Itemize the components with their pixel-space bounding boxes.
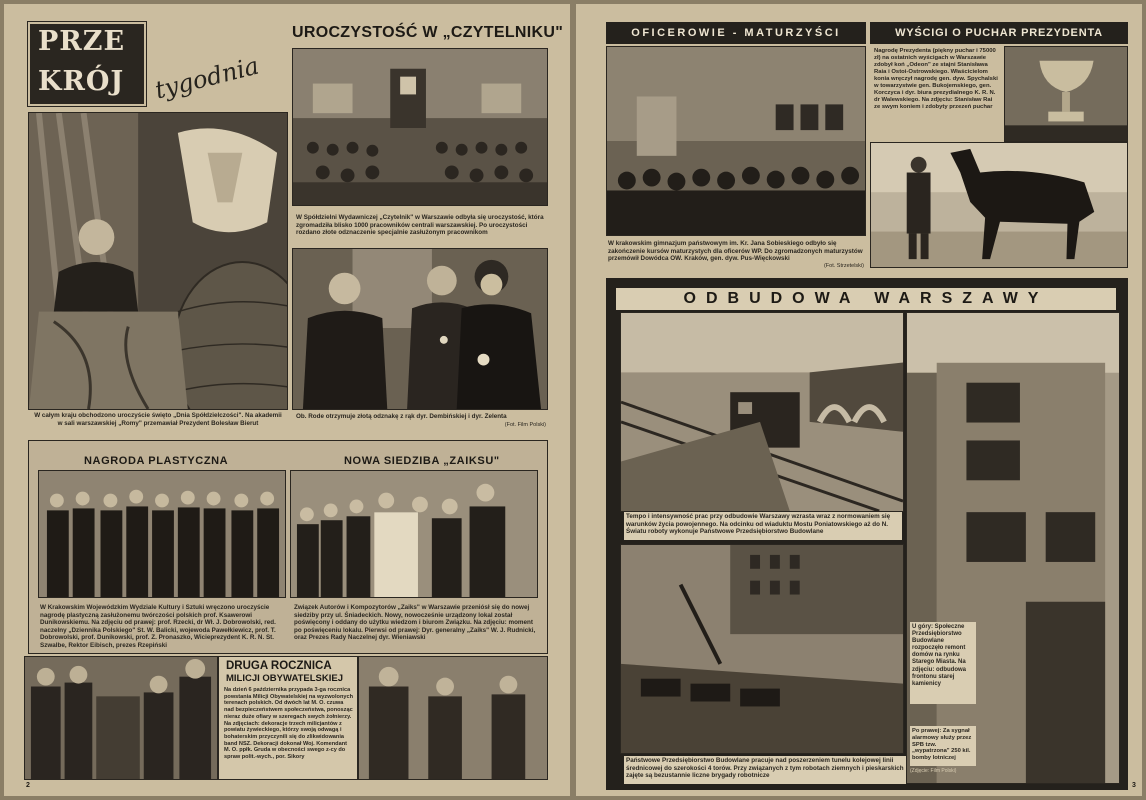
photo-officers [606,46,866,236]
militia-headline-1: DRUGA ROCZNICA [226,660,332,672]
caption-officers: W krakowskim gimnazjum państwowym im. Kr. Jana Sobieskiego odbyło się zakończenie kursów maturzystych dla oficerów WP. Do zgromadzonych maturzystów przemówił Dowódca OW. Kraków, gen. dyw. Pus-Więckowski [608,240,863,263]
photo-award-handover [292,248,548,410]
czytelnik-headline: UROCZYSTOŚĆ W „CZYTELNIKU" [292,24,564,41]
caption-czytelnik-bottom: Ob. Rode otrzymuje złotą odznakę z rąk dyr. Dembińskiej i dyr. Żelenta [296,413,507,420]
logo-line2: KRÓJ [38,66,125,97]
left-page [4,4,570,796]
photo-tunnel-works [620,544,904,754]
photo-zaiks-group [290,470,538,598]
caption-zaiks: Związek Autorów i Kompozytorów „Zaiks" w Warszawie przeniósł się do nowej siedziby przy ul. Śniadeckich. Nowy, nowocześnie urządzony lokal został poświęcony i oddany do użytku wiedzom i biurom Związku. Na zdjęciu: moment po poświęceniu lokalu. Pierwsi od prawej: Dyr. generalny „Zaiks" W. J. Rudnicki, oraz Prezes Rady Naczelnej dyr. Wieniawski [294,604,536,642]
caption-czytelnik-top: W Spółdzielni Wydawniczej „Czytelnik" w Warszawie odbyła się uroczystość, która zgromadziła blisko 1000 pracowników centrali warszawskiej. Po uroczystości rozdano złote odznaczenie specjalnie zasłużonym pracownikom [296,214,544,237]
caption-rail: Tempo i intensywność prac przy odbudowie Warszawy wzrasta wraz z normowaniem się warunków życia powojennego. Na odcinku od wiaduktu Mostu Poniatowskiego aż do N. Światu roboty wykonuje Państwowe Przedsiębiorstwo Budowlane [624,512,902,540]
photo-trophy [1004,46,1128,142]
credit-officers: (Fot. Strzetelski) [823,263,864,269]
caption-tunnel: Państwowe Przedsiębiorstwo Budowlane pracuje nad poszerzeniem tunelu kolejowej linii średnicowej do szerokości 4 torów. Przy związanych z tym robotach ziemnych i pieskarskich zajęte są bezustannie liczne brygady robotnicze [624,756,924,784]
caption-militia: Na dzień 6 października przypada 3-ga rocznica powstania Milicji Obywatelskiej na wyzwolonych terenach polskich. Od dwóch lat M. O. czuwa nad bezpieczeństwem społeczeństwa, ponosząc nieraz duże ofiary w szeregach swych żołnierzy. Na zdjęciach: dekoracje trzech milicjantów z powiatu żywieckiego, którzy swoją odwagą i bohaterskim przyczynili się do zlikwidowania band NSZ. Dekoracji dokonał Woj. Komendant M. O. ppłk. Gruda w obecności swego z-cy do spraw polit.-wych., por. Sikory [224,687,354,761]
warsaw-headline: ODBUDOWA WARSZAWY [683,290,1049,307]
page-number-left: 2 [26,782,30,789]
photo-militia-right [358,656,548,780]
magazine-logo [28,22,146,106]
militia-headline-2: MILICJI OBYWATELSKIEJ [226,673,344,684]
officers-headline: OFICEROWIE - MATURZYŚCI [606,22,866,44]
photo-racehorse [870,142,1128,268]
caption-bottom-right: Po prawej: Za sygnał alarmowy służy przez SPB tzw. „wypatrzona" 250 kil. bomby lotniczej [910,726,976,766]
photo-old-town-facade [906,312,1120,784]
caption-races: Nagrodę Prezydenta (piękny puchar i 75000 zł) na ostatnich wyścigach w Warszawie zdobył koń „Odeon" ze stajni Stanisława Raia i Ostoi-Ostrowskiego. Właścicielom konia wręczył nagrodę gen. dyw. Spychalski w towarzystwie gen. Bukojemskiego, gen. Korczyca i dyr. biura prezydialnego K. R. N. dr Walewskiego. Na zdjęciu: Stanisław Rai ze swym koniem i zdobyty przezeń puchar [874,48,998,110]
caption-cooperative-day: W całym kraju obchodzono uroczyście święto „Dnia Spółdzielczości". Na akademii w sali warszawskiej „Romy" przemawiał Prezydent Bolesław Bierut [34,412,282,427]
photo-bierut-speech [28,112,288,410]
photo-art-prize-group [38,470,286,598]
right-page [576,4,1142,796]
photo-rail-viaduct [620,312,904,512]
logo-line1: PRZE [38,26,126,57]
credit-warsaw: (Zdjęcie: Film Polski) [910,768,957,774]
zaiks-headline: NOWA SIEDZIBA „ZAIKSU" [344,455,500,467]
races-headline: WYŚCIGI O PUCHAR PREZYDENTA [870,22,1128,44]
photo-militia-left [24,656,218,780]
caption-top-right: U góry: Społeczne Przedsiębiorstwo Budowlane rozpoczęło remont domów na rynku Starego Miasta. Na zdjęciu: odbudowa frontonu starej kamienicy [910,622,976,704]
page-number-right: 3 [1132,782,1136,789]
art-prize-headline: NAGRODA PLASTYCZNA [84,455,229,467]
logo-script: tygodnia [152,51,262,105]
caption-art-prize: W Krakowskim Wojewódzkim Wydziale Kultury i Sztuki wręczono uroczyście nagrodę plastyczną zasłużonemu twórczości polskich prof. Ksawerowi Dunikowskiemu. Na zdjęciu od prawej: prof. Rzecki, dr Wł. J. Dobrowolski, red. naczelny „Dziennika Polskiego" St. W. Balicki, wojewoda Pawełkiewicz, prof. T. Dobrowolski, prof. Dunikowski, prof. Z. Pronaszko, Wicieprezydent K. R. N. St. Szwalbe, Rektor Eibisch, prezes Rzepiński [40,604,276,649]
photo-czytelnik-hall [292,48,548,206]
credit-czytelnik: (Fot. Film Polski) [504,422,546,428]
